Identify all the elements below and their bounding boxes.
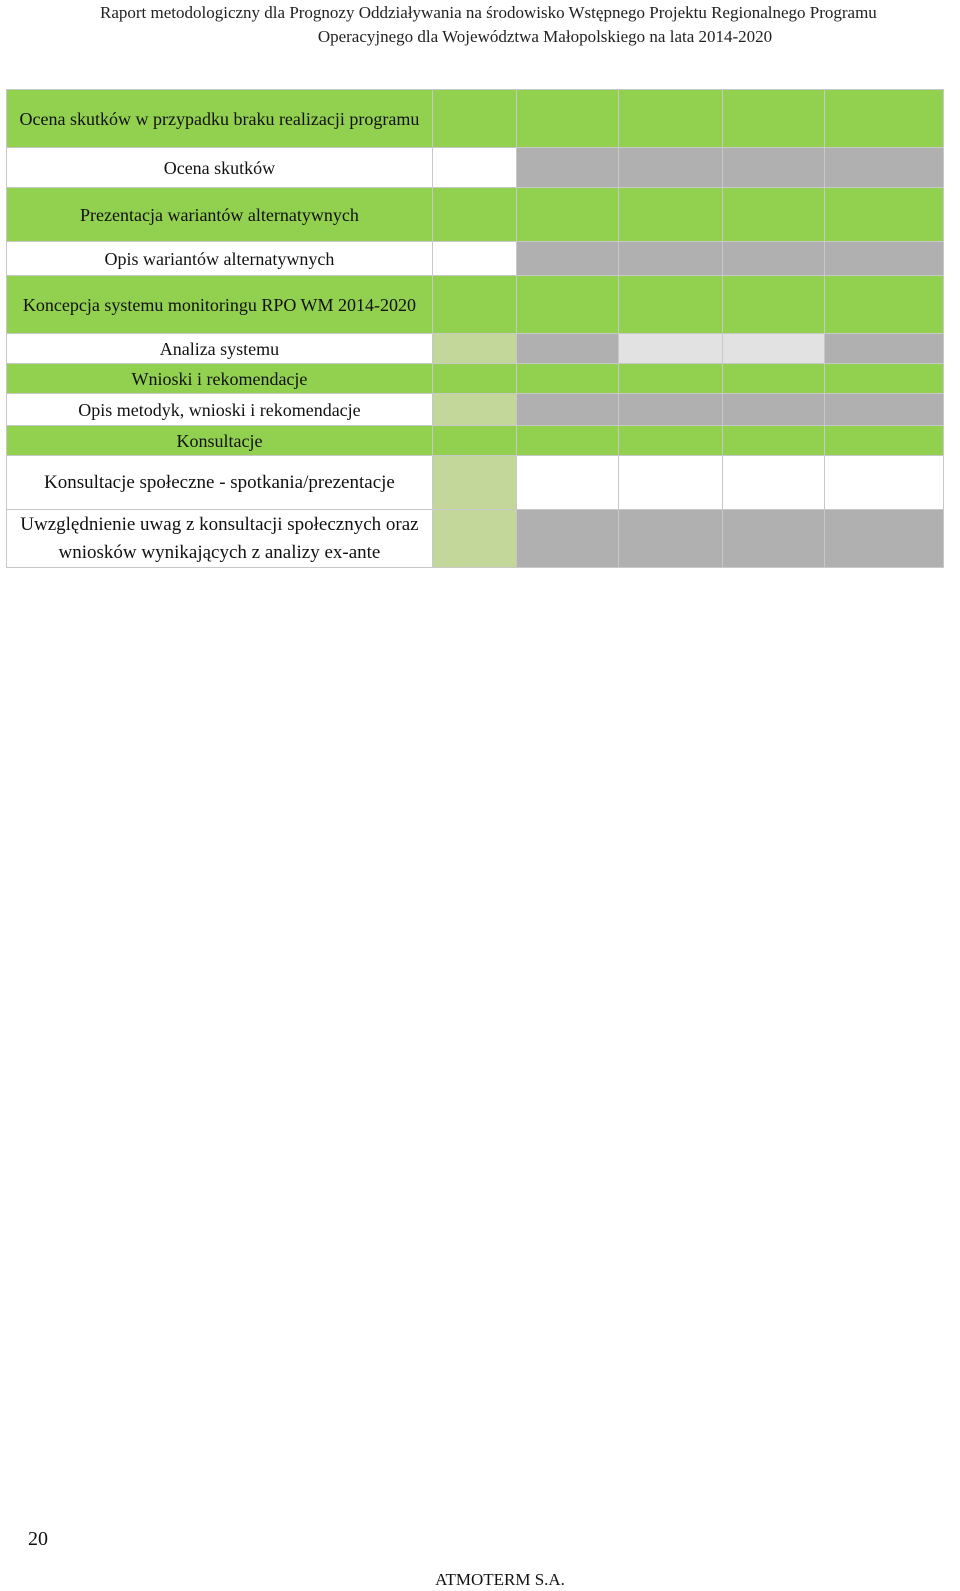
schedule-cell [722, 276, 824, 334]
schedule-cell [825, 334, 944, 364]
schedule-cell [517, 242, 619, 276]
schedule-cell [722, 90, 824, 148]
task-label: Opis wariantów alternatywnych [7, 242, 433, 276]
schedule-cell [722, 510, 824, 568]
schedule-cell [722, 334, 824, 364]
schedule-cell [619, 334, 722, 364]
schedule-cell [825, 426, 944, 456]
page-number: 20 [28, 1528, 48, 1550]
table-row [7, 334, 944, 364]
table-row [7, 510, 944, 568]
schedule-cell [619, 394, 722, 426]
schedule-cell [722, 394, 824, 426]
task-label: Koncepcja systemu monitoringu RPO WM 2014-2020 [7, 276, 433, 334]
schedule-cell [619, 188, 722, 242]
schedule-cell [432, 242, 516, 276]
schedule-cell [825, 456, 944, 510]
task-label: Opis metodyk, wnioski i rekomendacje [7, 394, 433, 426]
table-row [7, 90, 944, 148]
schedule-cell [722, 426, 824, 456]
task-label: Uwzględnienie uwag z konsultacji społecznych oraz wniosków wynikających z analizy ex-ante [7, 510, 433, 568]
header-line-1: Raport metodologiczny dla Prognozy Oddziaływania na środowisko Wstępnego Projektu Regionalnego Programu [100, 3, 877, 22]
schedule-cell [517, 456, 619, 510]
schedule-cell [432, 276, 516, 334]
schedule-cell [432, 426, 516, 456]
schedule-cell [825, 148, 944, 188]
schedule-cell [517, 364, 619, 394]
task-label: Konsultacje społeczne - spotkania/prezentacje [7, 456, 433, 510]
schedule-cell [517, 276, 619, 334]
schedule-cell [619, 456, 722, 510]
schedule-cell [722, 456, 824, 510]
schedule-cell [722, 148, 824, 188]
schedule-cell [722, 242, 824, 276]
schedule-cell [825, 276, 944, 334]
schedule-cell [825, 364, 944, 394]
schedule-cell [432, 148, 516, 188]
schedule-cell [722, 364, 824, 394]
schedule-cell [432, 510, 516, 568]
page-footer: ATMOTERM S.A. [435, 1570, 565, 1589]
schedule-cell [619, 90, 722, 148]
schedule-cell [825, 394, 944, 426]
schedule-cell [432, 364, 516, 394]
table-row [7, 276, 944, 334]
task-label: Prezentacja wariantów alternatywnych [7, 188, 433, 242]
task-label: Konsultacje [7, 426, 433, 456]
schedule-cell [825, 510, 944, 568]
header-line-2: Operacyjnego dla Województwa Małopolskiego na lata 2014-2020 [317, 27, 773, 46]
schedule-cell [517, 426, 619, 456]
schedule-cell [619, 276, 722, 334]
schedule-cell [619, 364, 722, 394]
schedule-cell [517, 188, 619, 242]
schedule-cell [432, 188, 516, 242]
schedule-cell [517, 148, 619, 188]
table-row [7, 426, 944, 456]
table-row [7, 456, 944, 510]
schedule-table [6, 89, 944, 568]
schedule-cell [619, 510, 722, 568]
schedule-cell [517, 394, 619, 426]
schedule-cell [825, 90, 944, 148]
schedule-cell [517, 90, 619, 148]
schedule-cell [619, 426, 722, 456]
schedule-cell [825, 242, 944, 276]
schedule-cell [619, 148, 722, 188]
table-row [7, 394, 944, 426]
table-row [7, 364, 944, 394]
schedule-cell [432, 334, 516, 364]
schedule-cell [619, 242, 722, 276]
schedule-cell [722, 188, 824, 242]
task-label: Ocena skutków w przypadku braku realizacji programu [7, 90, 433, 148]
task-label: Analiza systemu [7, 334, 433, 364]
schedule-cell [517, 334, 619, 364]
table-row [7, 188, 944, 242]
schedule-cell [432, 90, 516, 148]
schedule-cell [432, 456, 516, 510]
table-row [7, 242, 944, 276]
schedule-cell [825, 188, 944, 242]
schedule-cell [432, 394, 516, 426]
schedule-table-body [7, 90, 944, 568]
table-row [7, 148, 944, 188]
task-label: Ocena skutków [7, 148, 433, 188]
task-label: Wnioski i rekomendacje [7, 364, 433, 394]
schedule-cell [517, 510, 619, 568]
